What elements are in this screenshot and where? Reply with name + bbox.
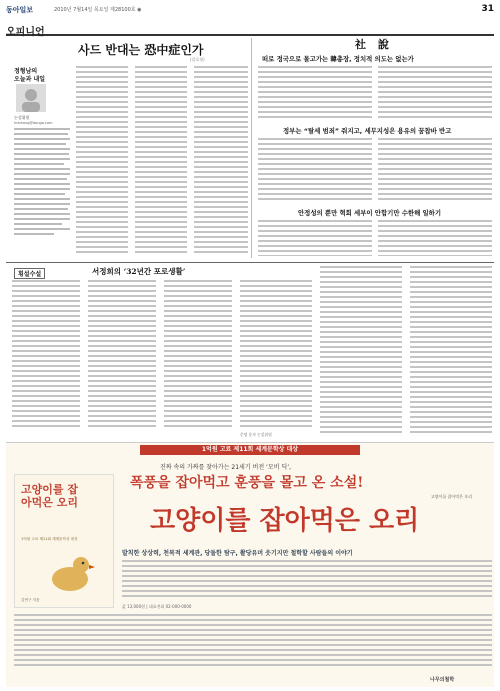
ad-text-block — [122, 560, 492, 600]
editorial-headline-1: 떠로 정국으로 몰고가는 韓총장, 정치적 의도는 없는가 — [262, 55, 414, 63]
book-cover[interactable] — [14, 474, 114, 608]
book-cover-badge: 1억원 고료 제11회 세계문학상 대상 — [21, 537, 78, 541]
column-title: 사드 반대는 恐中症인가 — [78, 43, 204, 57]
ad-headline: 폭풍을 잡아먹고 훈풍을 몰고 온 소설! — [130, 475, 364, 491]
editorial-text-block-1 — [258, 66, 492, 118]
author-heading-2: 오늘과 내일 — [14, 76, 46, 83]
column-body-columns — [76, 66, 248, 256]
vertical-divider — [251, 38, 252, 258]
editorial-text-block-2 — [258, 138, 492, 202]
book-cover-author: 김연구 지음 — [21, 598, 40, 602]
editorial-body-3 — [258, 220, 492, 256]
editorial-lower-body — [320, 266, 492, 436]
ad-large-title: 고양이를 잡아먹은 오리 — [150, 506, 420, 536]
author-portrait-icon — [16, 84, 46, 112]
ad-publisher: 나무의철학 — [430, 677, 455, 683]
editorial-headline-2: 정부는 “탈세 범죄” 줘지고, 세무지성은 용유의 꿈찹바 반고 — [283, 127, 452, 135]
editorial-text-block-3 — [258, 220, 492, 256]
page-header — [6, 4, 494, 18]
column-bottom-author: 문명 종자 논설위원 — [240, 432, 272, 437]
editorial-body-2 — [258, 138, 492, 202]
author-name: 논설위원 — [14, 115, 30, 120]
ad-price: 값 13,000원 | 대표전화 02-000-0000 — [122, 604, 192, 609]
section-title: 오피니언 — [6, 27, 45, 38]
ad-side-text: 고양이를 잡아먹은 오리 — [430, 494, 472, 499]
column-text-block — [76, 66, 248, 256]
author-email: hnbhong@donga.com — [14, 121, 53, 125]
ad-footer — [14, 614, 492, 682]
column-bottom-text-block — [12, 280, 312, 430]
column-subtitle: (괄호형) — [190, 57, 205, 62]
column-label: 횡설수설 — [14, 268, 45, 279]
column-body — [14, 128, 70, 238]
ad-body-text — [122, 560, 492, 600]
section-header — [6, 20, 494, 36]
column-text-lines — [14, 128, 70, 238]
column-bottom-body — [12, 280, 312, 430]
editorial-label: 社 說 — [355, 38, 393, 51]
author-heading: 정형남의 — [14, 68, 38, 75]
book-cover-title: 고양이를 잡아먹은 오리 — [21, 483, 78, 509]
issue-date: 2010년 7월14일 목요일 제28100호 ◉ — [54, 7, 142, 13]
editorial-body-1 — [258, 66, 492, 118]
ad-publisher-note: 발칙한 상상력, 천복적 세계관, 당돌한 탐구, 촬당유머 웃기지만 철학할 사람들의 이야기 — [122, 550, 353, 557]
editorial-lower-text-block — [320, 266, 492, 436]
ad-footer-text-block — [14, 614, 492, 682]
page-number: 31 — [481, 4, 494, 14]
author-photo — [16, 84, 46, 112]
column-bottom-title: 서정희의 ‘32년간 포로생활’ — [92, 267, 186, 276]
ad-banner: 1억원 고료 제11회 세계문학상 대상 — [140, 445, 360, 455]
newspaper-logo: 동아일보 — [6, 6, 34, 14]
horizontal-divider — [6, 262, 494, 263]
editorial-headline-3: 안정성의 뿐만 혁회 세부이 안합기만 수한해 일하기 — [298, 209, 441, 217]
duck-illustration-icon — [45, 547, 95, 597]
ad-tagline: 진짜 속의 가짜를 찾아가는 21세기 버전 ‘모비 딕’, — [160, 464, 292, 471]
